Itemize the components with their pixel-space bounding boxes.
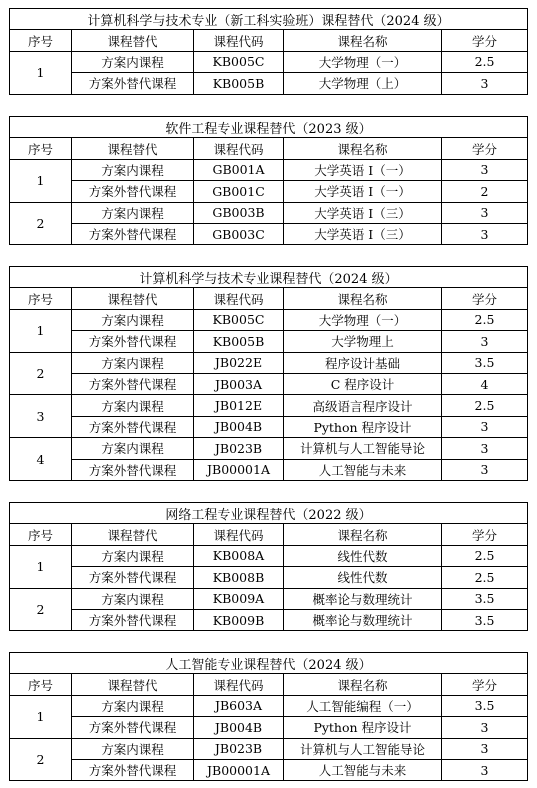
course-name: 大学英语 I（一） (284, 159, 442, 180)
credits-header: 学分 (442, 674, 528, 695)
course-code: JB004B (194, 717, 284, 738)
credits: 3 (442, 223, 528, 244)
course-code: GB001A (194, 159, 284, 180)
substitution-type: 方案内课程 (72, 159, 194, 180)
credits: 4 (442, 373, 528, 394)
credits-header: 学分 (442, 524, 528, 545)
substitution-type: 方案外替代课程 (72, 609, 194, 630)
table-row (10, 609, 528, 630)
row-index: 1 (10, 51, 72, 94)
row-index: 2 (10, 738, 72, 781)
index-header: 序号 (10, 674, 72, 695)
course-code: GB003C (194, 223, 284, 244)
course-code: JB00001A (194, 459, 284, 480)
table-header-row (10, 288, 528, 309)
table-row (10, 567, 528, 588)
course-code: JB004B (194, 416, 284, 437)
table-title-row (10, 653, 528, 674)
course-code-header: 课程代码 (194, 674, 284, 695)
course-code: KB009A (194, 588, 284, 609)
course-table (9, 116, 528, 245)
course-code: KB008B (194, 567, 284, 588)
substitution-type: 方案内课程 (72, 545, 194, 566)
course-code: JB023B (194, 738, 284, 759)
table-row (10, 352, 528, 373)
substitution-type: 方案内课程 (72, 352, 194, 373)
substitution-type-header: 课程替代 (72, 138, 194, 159)
substitution-type: 方案内课程 (72, 51, 194, 72)
substitution-type: 方案外替代课程 (72, 759, 194, 780)
credits: 3 (442, 459, 528, 480)
credits-header: 学分 (442, 138, 528, 159)
course-name: 大学物理（一） (284, 309, 442, 330)
course-code: JB023B (194, 438, 284, 459)
table-title: 计算机科学与技术专业课程替代（2024 级） (10, 267, 528, 288)
substitution-type-header: 课程替代 (72, 674, 194, 695)
substitution-type: 方案外替代课程 (72, 373, 194, 394)
substitution-type-header: 课程替代 (72, 288, 194, 309)
table-row (10, 181, 528, 202)
substitution-type: 方案外替代课程 (72, 223, 194, 244)
credits: 3 (442, 202, 528, 223)
table-header-row (10, 674, 528, 695)
index-header: 序号 (10, 138, 72, 159)
course-table (9, 502, 528, 631)
credits: 3 (442, 738, 528, 759)
credits: 3 (442, 331, 528, 352)
course-name: 大学物理上 (284, 331, 442, 352)
course-name: 大学英语 I（三） (284, 223, 442, 244)
table-row (10, 202, 528, 223)
credits: 3.5 (442, 609, 528, 630)
course-code: GB003B (194, 202, 284, 223)
table-row (10, 73, 528, 94)
course-name: Python 程序设计 (284, 416, 442, 437)
table-row (10, 51, 528, 72)
course-code: KB005B (194, 331, 284, 352)
substitution-type: 方案内课程 (72, 438, 194, 459)
course-code-header: 课程代码 (194, 138, 284, 159)
credits-header: 学分 (442, 288, 528, 309)
row-index: 1 (10, 695, 72, 738)
row-index: 1 (10, 309, 72, 352)
substitution-type: 方案外替代课程 (72, 331, 194, 352)
course-name: 大学英语 I（三） (284, 202, 442, 223)
credits: 3 (442, 438, 528, 459)
table-row (10, 416, 528, 437)
table-row (10, 159, 528, 180)
substitution-type: 方案内课程 (72, 309, 194, 330)
table-row (10, 309, 528, 330)
course-name-header: 课程名称 (284, 674, 442, 695)
credits: 3 (442, 759, 528, 780)
credits: 3.5 (442, 352, 528, 373)
table-row (10, 395, 528, 416)
table-title-row (10, 267, 528, 288)
course-name-header: 课程名称 (284, 524, 442, 545)
table-row (10, 373, 528, 394)
table-title: 网络工程专业课程替代（2022 级） (10, 503, 528, 524)
course-name: 人工智能与未来 (284, 459, 442, 480)
course-code: JB003A (194, 373, 284, 394)
course-name: 大学英语 I（一） (284, 181, 442, 202)
table-title-row (10, 503, 528, 524)
row-index: 1 (10, 545, 72, 588)
course-name: 程序设计基础 (284, 352, 442, 373)
course-code: JB022E (194, 352, 284, 373)
course-code: KB009B (194, 609, 284, 630)
course-name: 线性代数 (284, 567, 442, 588)
course-name-header: 课程名称 (284, 288, 442, 309)
course-name: C 程序设计 (284, 373, 442, 394)
substitution-type: 方案外替代课程 (72, 416, 194, 437)
substitution-type: 方案内课程 (72, 395, 194, 416)
course-table (9, 652, 528, 781)
row-index: 1 (10, 159, 72, 202)
row-index: 2 (10, 588, 72, 631)
credits: 2.5 (442, 51, 528, 72)
course-code: KB008A (194, 545, 284, 566)
course-name: 线性代数 (284, 545, 442, 566)
substitution-type: 方案外替代课程 (72, 73, 194, 94)
substitution-type: 方案外替代课程 (72, 459, 194, 480)
credits: 2.5 (442, 309, 528, 330)
row-index: 2 (10, 352, 72, 395)
substitution-type-header: 课程替代 (72, 30, 194, 51)
course-name-header: 课程名称 (284, 30, 442, 51)
course-name-header: 课程名称 (284, 138, 442, 159)
index-header: 序号 (10, 524, 72, 545)
course-code: KB005C (194, 51, 284, 72)
table-title: 计算机科学与技术专业（新工科实验班）课程替代（2024 级） (10, 9, 528, 30)
table-title: 软件工程专业课程替代（2023 级） (10, 117, 528, 138)
credits: 3 (442, 159, 528, 180)
course-code-header: 课程代码 (194, 524, 284, 545)
table-row (10, 717, 528, 738)
table-row (10, 695, 528, 716)
course-code-header: 课程代码 (194, 30, 284, 51)
credits: 2.5 (442, 395, 528, 416)
course-code: JB012E (194, 395, 284, 416)
table-row (10, 738, 528, 759)
table-row (10, 545, 528, 566)
substitution-type: 方案内课程 (72, 695, 194, 716)
row-index: 3 (10, 395, 72, 438)
table-row (10, 459, 528, 480)
table-row (10, 588, 528, 609)
credits: 2.5 (442, 545, 528, 566)
table-row (10, 759, 528, 780)
substitution-type-header: 课程替代 (72, 524, 194, 545)
table-row (10, 223, 528, 244)
index-header: 序号 (10, 30, 72, 51)
course-code: KB005B (194, 73, 284, 94)
course-name: Python 程序设计 (284, 717, 442, 738)
index-header: 序号 (10, 288, 72, 309)
table-row (10, 438, 528, 459)
course-table (9, 8, 528, 95)
substitution-type: 方案内课程 (72, 738, 194, 759)
credits: 3.5 (442, 588, 528, 609)
course-name: 人工智能与未来 (284, 759, 442, 780)
course-code: KB005C (194, 309, 284, 330)
credits-header: 学分 (442, 30, 528, 51)
table-header-row (10, 30, 528, 51)
table-header-row (10, 524, 528, 545)
row-index: 2 (10, 202, 72, 245)
substitution-type: 方案外替代课程 (72, 567, 194, 588)
course-code: GB001C (194, 181, 284, 202)
course-name: 概率论与数理统计 (284, 588, 442, 609)
substitution-type: 方案外替代课程 (72, 181, 194, 202)
table-row (10, 331, 528, 352)
course-name: 大学物理（一） (284, 51, 442, 72)
table-title-row (10, 117, 528, 138)
table-title: 人工智能专业课程替代（2024 级） (10, 653, 528, 674)
credits: 3 (442, 416, 528, 437)
credits: 3.5 (442, 695, 528, 716)
row-index: 4 (10, 438, 72, 481)
course-code: JB00001A (194, 759, 284, 780)
table-title-row (10, 9, 528, 30)
table-header-row (10, 138, 528, 159)
course-code-header: 课程代码 (194, 288, 284, 309)
substitution-type: 方案内课程 (72, 202, 194, 223)
substitution-type: 方案内课程 (72, 588, 194, 609)
credits: 3 (442, 73, 528, 94)
course-code: JB603A (194, 695, 284, 716)
course-table (9, 266, 528, 481)
credits: 2.5 (442, 567, 528, 588)
substitution-type: 方案外替代课程 (72, 717, 194, 738)
course-name: 计算机与人工智能导论 (284, 738, 442, 759)
course-name: 概率论与数理统计 (284, 609, 442, 630)
course-name: 计算机与人工智能导论 (284, 438, 442, 459)
course-name: 高级语言程序设计 (284, 395, 442, 416)
credits: 3 (442, 717, 528, 738)
course-name: 人工智能编程（一） (284, 695, 442, 716)
credits: 2 (442, 181, 528, 202)
course-name: 大学物理（上） (284, 73, 442, 94)
